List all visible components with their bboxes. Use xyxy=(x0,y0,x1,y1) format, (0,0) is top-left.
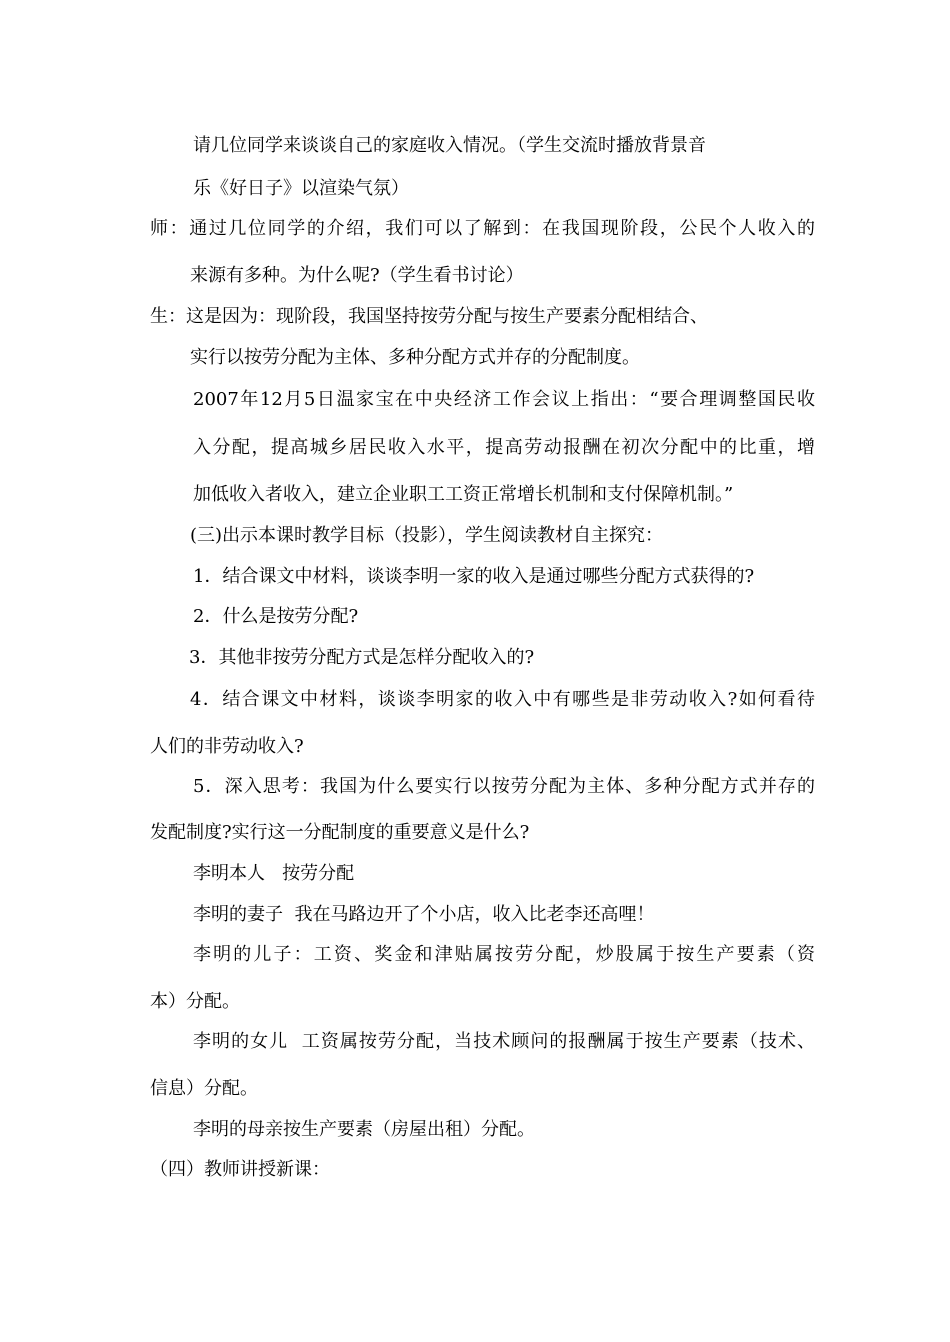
list-item: 2．什么是按劳分配? xyxy=(193,606,359,627)
paragraph-line: 李明本人 按劳分配 xyxy=(193,863,355,884)
paragraph-line: 请几位同学来谈谈自己的家庭收入情况。（学生交流时播放背景音 xyxy=(193,135,706,156)
paragraph-line: 李明的儿子：工资、奖金和津贴属按劳分配，炒股属于按生产要素（资 xyxy=(193,944,815,965)
paragraph-line: 实行以按劳分配为主体、多种分配方式并存的分配制度。 xyxy=(190,347,640,368)
paragraph-line: 乐《好日子》以渲染气氛） xyxy=(193,178,409,199)
paragraph-line: 信息）分配。 xyxy=(150,1078,258,1099)
paragraph-line: 来源有多种。为什么呢?（学生看书讨论） xyxy=(190,265,524,286)
paragraph-line: 本）分配。 xyxy=(150,991,240,1012)
paragraph-line: 师：通过几位同学的介绍，我们可以了解到：在我国现阶段，公民个人收入的 xyxy=(150,218,815,239)
section-heading: （四）教师讲授新课： xyxy=(150,1159,330,1180)
list-item: 5．深入思考：我国为什么要实行以按劳分配为主体、多种分配方式并存的 xyxy=(193,776,815,797)
list-item-continuation: 人们的非劳动收入? xyxy=(150,736,304,757)
paragraph-line: 李明的女儿 工资属按劳分配，当技术顾问的报酬属于按生产要素（技术、 xyxy=(193,1031,815,1052)
paragraph-line: 加低收入者收入，建立企业职工工资正常增长机制和支付保障机制。” xyxy=(193,484,734,505)
paragraph-line: 生：这是因为：现阶段，我国坚持按劳分配与按生产要素分配相结合、 xyxy=(150,306,708,327)
list-item-continuation: 发配制度?实行这一分配制度的重要意义是什么? xyxy=(150,822,530,843)
paragraph-line: (三)出示本课时教学目标（投影），学生阅读教材自主探究： xyxy=(190,525,664,546)
list-item: 1．结合课文中材料，谈谈李明一家的收入是通过哪些分配方式获得的? xyxy=(193,566,755,587)
paragraph-line: 2007年12月5日温家宝在中央经济工作会议上指出：“要合理调整国民收 xyxy=(193,389,815,410)
list-item: 4．结合课文中材料，谈谈李明家的收入中有哪些是非劳动收入?如何看待 xyxy=(190,689,815,710)
paragraph-line: 入分配，提高城乡居民收入水平，提高劳动报酬在初次分配中的比重，增 xyxy=(193,437,815,458)
paragraph-line: 李明的母亲按生产要素（房屋出租）分配。 xyxy=(193,1119,535,1140)
list-item: 3．其他非按劳分配方式是怎样分配收入的? xyxy=(189,647,535,668)
paragraph-line: 李明的妻子 我在马路边开了个小店，收入比老李还高哩！ xyxy=(193,904,655,925)
